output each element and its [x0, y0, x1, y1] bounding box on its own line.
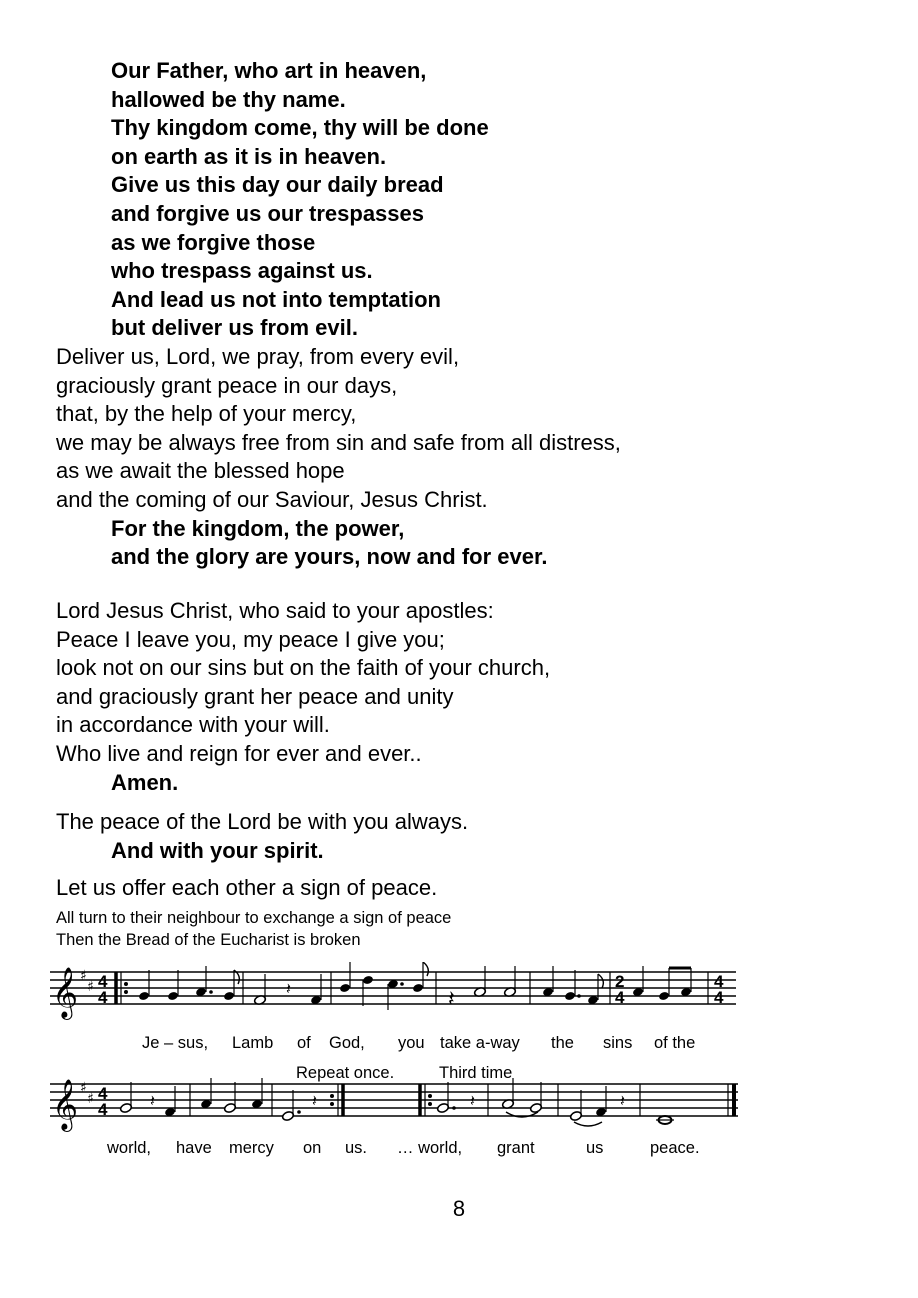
doxology-line: and the glory are yours, now and for ever. — [111, 544, 548, 570]
time-signature-change — [615, 972, 625, 1007]
amen-response: Amen. — [111, 769, 179, 795]
rest-icon: 𝄽 — [470, 1091, 475, 1110]
lyric: world, — [107, 1139, 152, 1157]
measure-3-notes — [339, 962, 428, 1010]
sharp-icon: ♯ — [87, 979, 94, 995]
lyric: you — [398, 1034, 425, 1052]
embolism-line: as we await the blessed hope — [56, 458, 345, 484]
lyric: grant — [497, 1139, 535, 1157]
prayer-line: and forgive us our trespasses — [111, 200, 424, 226]
prayer-line: who trespass against us. — [111, 258, 373, 284]
svg-text:4: 4 — [98, 1084, 108, 1103]
prayer-line: but deliver us from evil. — [111, 315, 358, 341]
lyric: of the — [654, 1034, 696, 1052]
measure-4-notes — [448, 966, 516, 1012]
treble-clef-icon: 𝄞 — [52, 967, 79, 1018]
treble-clef-icon: 𝄞 — [52, 1079, 79, 1130]
measure-9-notes — [282, 1090, 317, 1121]
peace-greeting-block — [56, 808, 468, 865]
sign-invitation: Let us offer each other a sign of peace. — [56, 875, 438, 900]
lyric: of — [297, 1034, 311, 1052]
embolism-line: Deliver us, Lord, we pray, from every evil, — [56, 343, 460, 369]
peace-prayer-line: and graciously grant her peace and unity — [56, 683, 454, 709]
measure-13-notes — [656, 1116, 674, 1124]
sign-block — [56, 874, 437, 903]
measure-10-notes — [437, 1082, 475, 1113]
peace-prayer-line: Who live and reign for ever and ever.. — [56, 740, 422, 766]
lyric: Lamb — [232, 1034, 274, 1052]
lyric: the — [551, 1034, 574, 1052]
page-number: 8 — [452, 1196, 466, 1221]
peace-prayer-line: in accordance with your will. — [56, 712, 330, 738]
prayer-line: on earth as it is in heaven. — [111, 143, 387, 169]
rest-icon: 𝄽 — [150, 1091, 155, 1110]
rest-icon: 𝄽 — [286, 979, 291, 998]
embolism-line: that, by the help of your mercy, — [56, 401, 357, 427]
rubric-line: All turn to their neighbour to exchange a sign of peace — [56, 909, 452, 927]
lyric: take a-way — [440, 1034, 520, 1052]
measure-2-notes — [254, 974, 322, 1005]
music-staff-1 — [48, 962, 748, 1028]
embolism-line: graciously grant peace in our days, — [56, 372, 398, 398]
lyric: mercy — [229, 1139, 274, 1157]
lords-prayer — [56, 57, 621, 572]
lyric: God, — [329, 1034, 365, 1052]
svg-text:4: 4 — [98, 972, 108, 991]
peace-greeting: The peace of the Lord be with you always. — [56, 809, 469, 834]
sharp-icon: ♯ — [87, 1091, 94, 1107]
peace-prayer — [56, 597, 550, 797]
prayer-line: Give us this day our daily bread — [111, 172, 444, 198]
lyric: us. — [345, 1139, 368, 1157]
sharp-icon: ♯ — [80, 968, 87, 984]
peace-prayer-line: Lord Jesus Christ, who said to your apostles: — [56, 598, 494, 623]
embolism-line: we may be always free from sin and safe from all distress, — [56, 429, 621, 455]
lyric: have — [176, 1139, 212, 1157]
music-staff-2 — [48, 1070, 748, 1136]
lyric: Je – sus, — [142, 1034, 209, 1052]
prayer-line: Thy kingdom come, thy will be done — [111, 115, 489, 141]
lyric: us — [586, 1139, 604, 1157]
repeat-note: Repeat once. — [296, 1064, 395, 1082]
lyric: … world, — [397, 1139, 463, 1157]
peace-prayer-line: look not on our sins but on the faith of your church, — [56, 655, 551, 681]
peace-prayer-line: Peace I leave you, my peace I give you; — [56, 626, 445, 652]
time-signature — [714, 972, 724, 1007]
svg-text:4: 4 — [714, 988, 724, 1007]
lyric: on — [303, 1139, 322, 1157]
svg-text:4: 4 — [615, 988, 625, 1007]
rest-icon: 𝄽 — [448, 987, 455, 1012]
time-signature — [98, 1084, 108, 1119]
prayer-line: hallowed be thy name. — [111, 86, 346, 112]
peace-response: And with your spirit. — [111, 837, 324, 863]
rest-icon: 𝄽 — [620, 1091, 625, 1110]
svg-text:2: 2 — [615, 972, 625, 991]
embolism-line: and the coming of our Saviour, Jesus Christ. — [56, 486, 488, 512]
svg-text:4: 4 — [714, 972, 724, 991]
prayer-line: Our Father, who art in heaven, — [111, 58, 427, 83]
prayer-line: And lead us not into temptation — [111, 286, 441, 312]
time-signature — [98, 972, 108, 1007]
rubric-line: Then the Bread of the Eucharist is broken — [56, 930, 361, 949]
svg-text:4: 4 — [98, 988, 108, 1007]
rubrics — [56, 908, 451, 951]
sharp-icon: ♯ — [80, 1080, 87, 1096]
lyric: sins — [603, 1034, 633, 1052]
lyric: peace. — [650, 1139, 700, 1157]
prayer-line: as we forgive those — [111, 229, 316, 255]
rest-icon: 𝄽 — [312, 1091, 317, 1110]
svg-text:4: 4 — [98, 1100, 108, 1119]
third-time-note: Third time — [439, 1064, 513, 1082]
staff-lines — [50, 972, 736, 1004]
doxology-line: For the kingdom, the power, — [111, 515, 405, 541]
